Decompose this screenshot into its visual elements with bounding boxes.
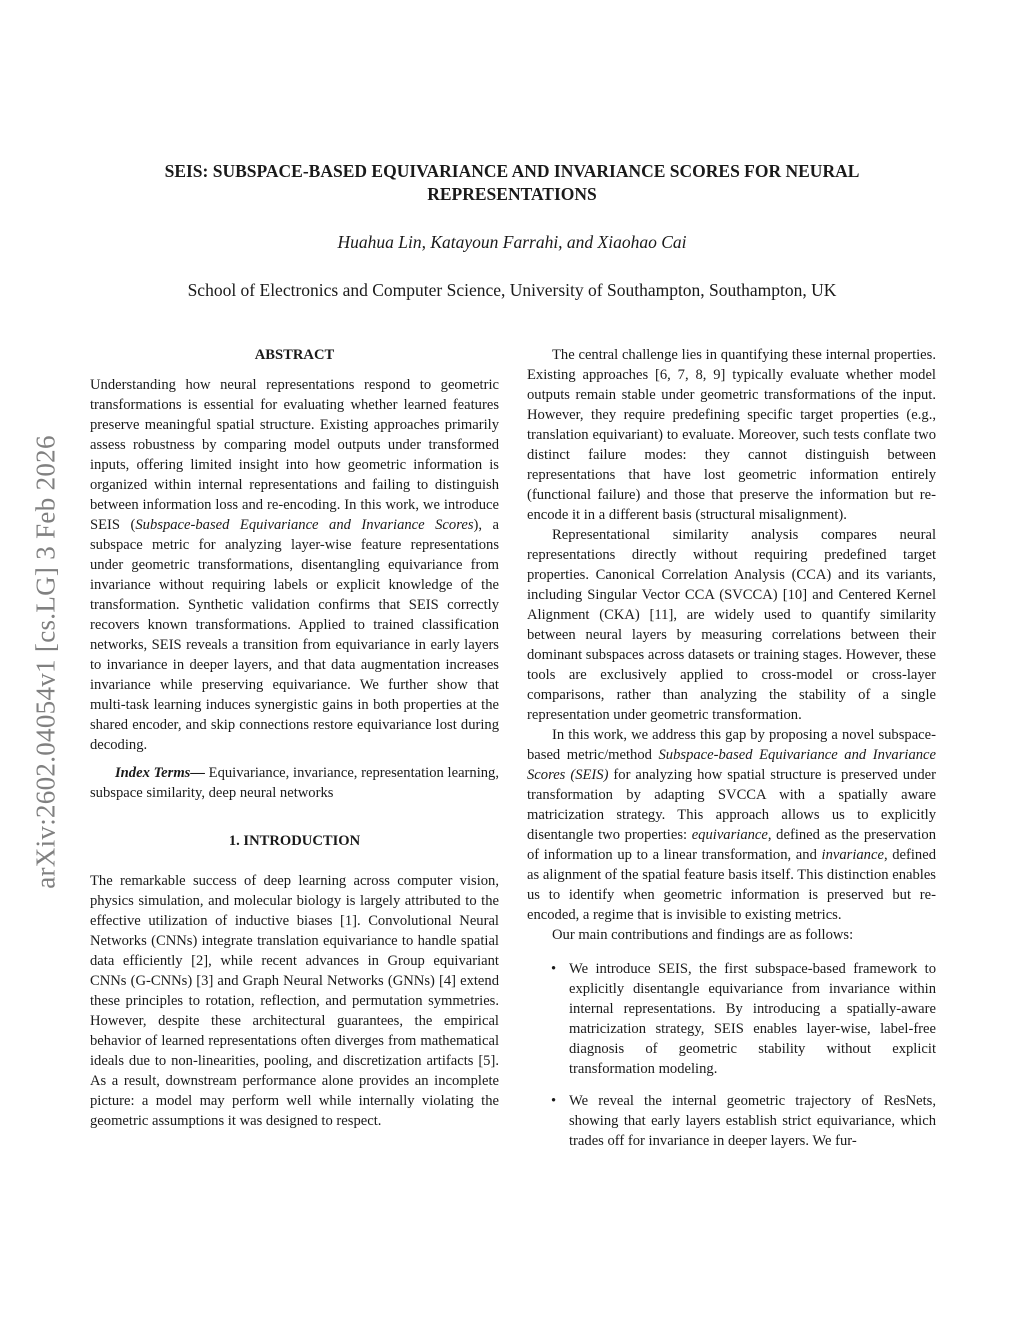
paper-title: SEIS: SUBSPACE-BASED EQUIVARIANCE AND INVARIANCE SCORES FOR NEURAL REPRESENTATIONS (164, 161, 860, 204)
affiliation: School of Electronics and Computer Science, University of Southampton, Southampton, UK (187, 280, 837, 300)
abstract-heading: ABSTRACT (254, 347, 335, 363)
abstract-text (90, 375, 499, 755)
intro-p4-part-b: for analyzing how spatial structure is preserved under transformation by adapting SVCCA with a spatially aware matricization strategy. This approach allows us to explicitly disentangle two properties: (527, 767, 936, 843)
contribution-text-1: We introduce SEIS, the first subspace-based framework to explicitly disentangle equivariance from invariance within internal representations. By introducing a spatially-aware matricization strategy, SEIS enables layer-wise, label-free diagnosis of geometric stability without explicit transformation modeling. (569, 961, 936, 1077)
author-list: Huahua Lin, Katayoun Farrahi, and Xiaohao Cai (337, 232, 687, 252)
bullet-icon: • (551, 1093, 557, 1109)
bullet-icon: • (551, 961, 557, 977)
index-terms-label: Index Terms— (115, 765, 205, 781)
intro-paragraph-4 (527, 725, 936, 925)
intro-paragraph-1: The remarkable success of deep learning across computer vision, physics simulation, and molecular biology is largely attributed to the effective utilization of inductive biases [1]. Convolutional Neural Networks (CNNs) integrate translation equivariance to handle spatial data efficiently [2], while recent advances in Group equivariant CNNs (G-CNNs) [3] and Graph Neural Networks (GNNs) [4] extend these principles to rotation, reflection, and permutation symmetries. However, despite these architectural guarantees, the empirical behavior of learned representations often diverges from mathematical ideals due to non-linearities, pooling, and discretization artifacts [5]. As a result, downstream performance alone provides an incomplete picture: a model may perform well while internally violating the geometric assumptions it was designed to respect. (90, 873, 499, 1129)
left-column (90, 345, 499, 1131)
intro-p4-emphasis-seis: Subspace-based Equivariance and Invariance Scores (SEIS) (527, 747, 936, 783)
intro-p4-emphasis-equivariance: equivariance (691, 827, 768, 843)
index-terms (90, 763, 499, 803)
index-terms-text: Equivariance, invariance, representation learning, subspace similarity, deep neural networks (90, 765, 500, 801)
abstract-text-pre: Understanding how neural representations respond to geometric transformations is essential for evaluating whether learned features preserve meaningful spatial structure. Existing approaches primarily assess robustness by comparing model outputs under transformed inputs, offering limited insight into how geometric information is organized within internal representations and failing to distinguish between information loss and re-encoding. In this work, we introduce SEIS ( (90, 377, 499, 533)
abstract-text-post: ), a subspace metric for analyzing layer-wise feature representations under geometric transformations, disentangling equivariance from invariance without requiring labels or explicit knowledge of the transformation. Synthetic validation confirms that SEIS correctly recovers known transformations. Applied to trained classification networks, SEIS reveals a transition from equivariance in early layers to invariance in deeper layers, and that data augmentation increases invariance while preserving equivariance. We further show that multi-task learning induces synergistic gains in both properties at the shared encoder, and skip connections restore equivariance lost during decoding. (90, 517, 500, 753)
intro-p4-part-a: In this work, we address this gap by proposing a novel subspace-based metric/method (527, 727, 936, 763)
list-item (527, 1091, 936, 1151)
contribution-text-2: We reveal the internal geometric trajectory of ResNets, showing that early layers establish strict equivariance, which trades off for invariance in deeper layers. We fur- (569, 1093, 936, 1149)
intro-paragraph-2: The central challenge lies in quantifying these internal properties. Existing approaches [6, 7, 8, 9] typically evaluate whether model outputs remain stable under geometric transformations of the input. However, they require predefining specific target properties (e.g., translation equivariant) to evaluate. Moreover, such tests conflate two distinct failure modes: they cannot distinguish between representations that have lost geometric information entirely (functional failure) and those that preserve the information but re-encode it in a different basis (structural misalignment). (527, 347, 936, 523)
list-item (527, 959, 936, 1079)
intro-p4-part-c: , defined as the preservation of information up to a linear transformation, and (527, 827, 936, 863)
arxiv-identifier[interactable]: arXiv:2602.04054v1 [cs.LG] 3 Feb 2026 (30, 435, 61, 889)
intro-paragraph-5: Our main contributions and findings are as follows: (552, 927, 854, 943)
intro-p4-emphasis-invariance: invariance (821, 847, 884, 863)
intro-paragraph-3: Representational similarity analysis compares neural representations directly without requiring predefined target properties. Canonical Correlation Analysis (CCA) and its variants, including Singular Vector CCA (SVCCA) [10] and Centered Kernel Alignment (CKA) [11], are widely used to quantify similarity between neural layers by measuring correlations between their dominant subspaces across datasets or training stages. However, these tools are exclusively applied to cross-model or cross-layer comparisons, rather than analyzing the stability of a single representation under geometric transformation. (527, 527, 936, 723)
intro-p4-part-d: , defined as alignment of the spatial feature basis itself. This distinction enables us to identify when geometric information is preserved but re-encoded, a regime that is invisible to existing metrics. (527, 847, 936, 923)
introduction-heading: 1. INTRODUCTION (228, 833, 361, 849)
right-column (527, 345, 936, 1163)
contributions-list (527, 959, 936, 1151)
abstract-emphasis: Subspace-based Equivariance and Invariance Scores (135, 517, 474, 533)
